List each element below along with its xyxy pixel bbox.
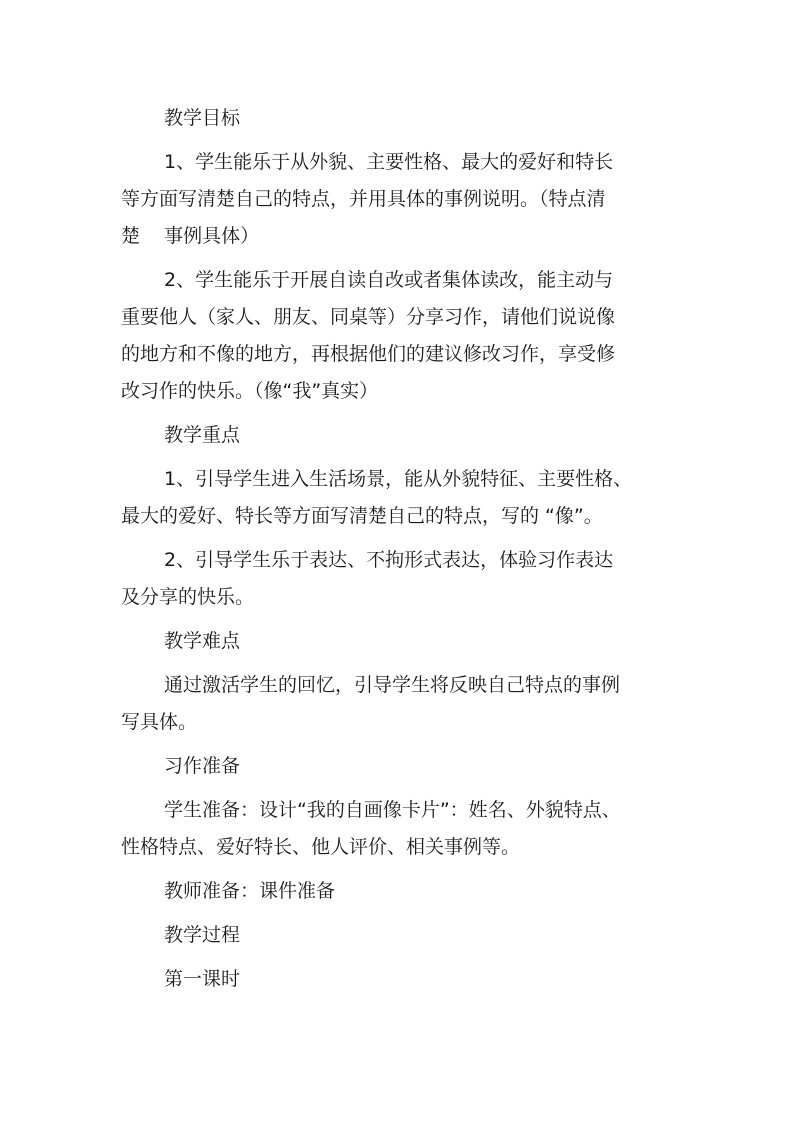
heading-key-points: 教学重点: [164, 424, 241, 446]
difficulty-line-2: 写具体。: [121, 711, 198, 733]
goal-2-line-3: 的地方和不像的地方，再根据他们的建议修改习作，享受修: [121, 343, 616, 365]
key-1-line-1: 1、引导学生进入生活场景，能从外貌特征、主要性格、: [164, 468, 633, 490]
teacher-prep: 教师准备：课件准备: [164, 880, 336, 902]
student-prep-line-1: 学生准备：设计“我的自画像卡片”：姓名、外貌特点、: [164, 799, 621, 821]
heading-preparation: 习作准备: [164, 755, 241, 777]
goal-2-line-2: 重要他人（家人、朋友、同桌等）分享习作，请他们说说像: [121, 306, 616, 328]
key-2-line-2: 及分享的快乐。: [121, 586, 255, 608]
key-1-line-2: 最大的爱好、特长等方面写清楚自己的特点，写的 “像”。: [121, 505, 603, 527]
heading-process: 教学过程: [164, 924, 241, 946]
key-2-line-1: 2、引导学生乐于表达、不拘形式表达，体验习作表达: [164, 549, 614, 571]
heading-teaching-goals: 教学目标: [164, 107, 241, 129]
goal-1-line-3: 楚 事例具体）: [121, 225, 260, 247]
goal-2-line-1: 2、学生能乐于开展自读自改或者集体读改，能主动与: [164, 269, 614, 291]
difficulty-line-1: 通过激活学生的回忆，引导学生将反映自己特点的事例: [164, 674, 621, 696]
student-prep-line-2: 性格特点、爱好特长、他人评价、相关事例等。: [121, 836, 521, 858]
goal-1-line-1: 1、学生能乐于从外貌、主要性格、最大的爱好和特长: [164, 151, 614, 173]
first-lesson: 第一课时: [164, 968, 241, 990]
document-body: [121, 100, 701, 998]
goal-2-line-4: 改习作的快乐。（像“我”真实）: [121, 380, 379, 402]
goal-1-line-2: 等方面写清楚自己的特点，并用具体的事例说明。（特点清: [121, 188, 606, 210]
heading-difficulty: 教学难点: [164, 630, 241, 652]
